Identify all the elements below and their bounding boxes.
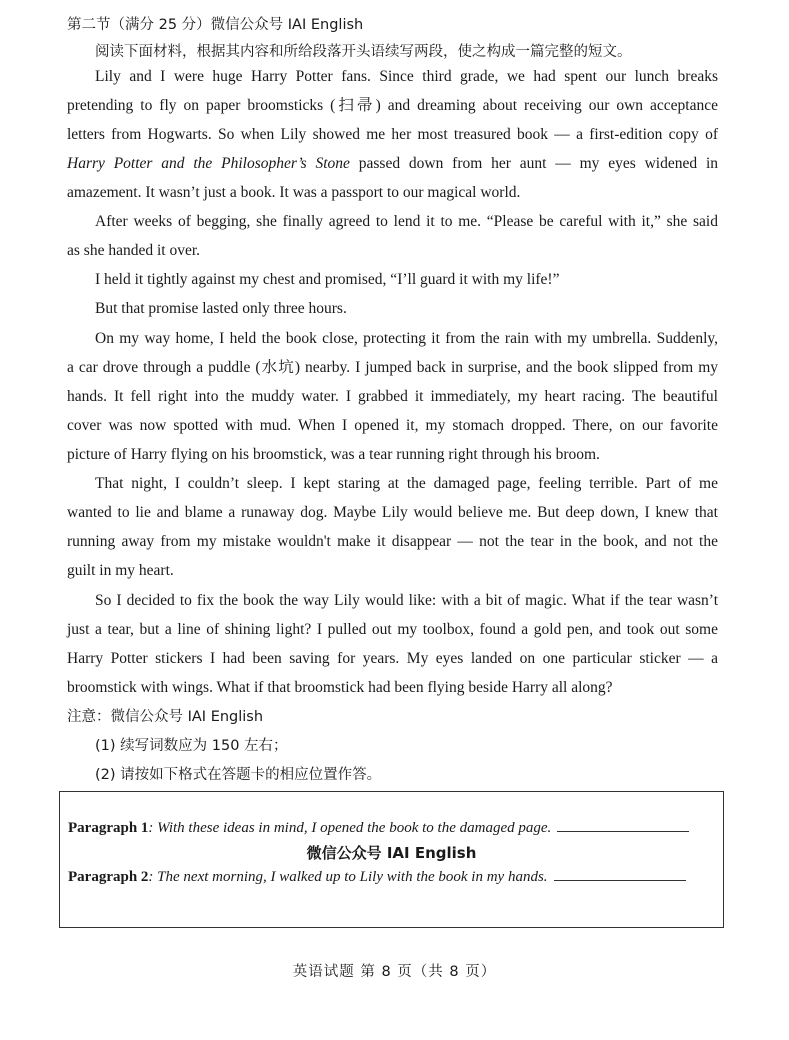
note-2: (2) 请按如下格式在答题卡的相应位置作答。 xyxy=(95,767,382,783)
note-1: (1) 续写词数应为 150 左右； xyxy=(95,738,288,754)
passage-p6-line3: running away from my mistake wouldn't make it disappear — not the tear in the book, and not the xyxy=(67,533,718,550)
passage-p6-line1: That night, I couldn’t sleep. I kept staring at the damaged page, feeling terrible. Part of me xyxy=(95,475,718,492)
section-heading: 第二节（满分 25 分）微信公众号 IAI English xyxy=(67,17,364,33)
book-title: Harry Potter and the Philosopher’s Stone xyxy=(67,155,350,172)
passage-p7-line3: Harry Potter stickers I had been saving for years. My eyes landed on one particular sticker — a xyxy=(67,650,718,667)
passage-p5-line3: hands. It fell right into the muddy water. I grabbed it immediately, my heart racing. The beautiful xyxy=(67,388,718,405)
answer-format-box xyxy=(59,791,724,928)
paragraph-2-label: Paragraph 2 xyxy=(68,869,149,885)
passage-p2-line1: After weeks of begging, she finally agreed to lend it to me. “Please be careful with it,” she said xyxy=(95,213,718,230)
paragraph-1-prompt xyxy=(68,817,689,837)
passage-p1-line1: Lily and I were huge Harry Potter fans. Since third grade, we had spent our lunch breaks xyxy=(95,68,718,85)
paragraph-1-text: : With these ideas in mind, I opened the book to the damaged page. xyxy=(148,820,552,836)
passage-p2-line2: as she handed it over. xyxy=(67,242,201,259)
passage-p5-line1: On my way home, I held the book close, protecting it from the rain with my umbrella. Suddenly, xyxy=(95,330,718,347)
passage-p6-line4: guilt in my heart. xyxy=(67,562,174,579)
paragraph-1-label: Paragraph 1 xyxy=(68,820,149,836)
paragraph-2-blank xyxy=(554,866,686,881)
passage-p7-line4: broomstick with wings. What if that broomstick had been flying beside Harry all along? xyxy=(67,679,613,696)
instruction-text: 阅读下面材料，根据其内容和所给段落开头语续写两段，使之构成一篇完整的短文。 xyxy=(95,44,632,60)
paragraph-2-text: : The next morning, I walked up to Lily with the book in my hands. xyxy=(148,869,548,885)
passage-p5-line4: cover was now spotted with mud. When I opened it, my stomach dropped. There, on our favorite xyxy=(67,417,718,434)
passage-p6-line2: wanted to lie and blame a runaway dog. Maybe Lily would believe me. But deep down, I knew that xyxy=(67,504,718,521)
passage-p1-line4-rest: passed down from her aunt — my eyes widened in xyxy=(349,155,718,172)
paragraph-2-prompt xyxy=(68,866,686,886)
passage-p1-line5: amazement. It wasn’t just a book. It was a passport to our magical world. xyxy=(67,184,521,201)
passage-p5-line5: picture of Harry flying on his broomstick, was a tear running right through his broom. xyxy=(67,446,600,463)
passage-p1-line4 xyxy=(67,153,718,175)
passage-p4: But that promise lasted only three hours. xyxy=(95,300,347,317)
passage-p7-line2: just a tear, but a line of shining light? I pulled out my toolbox, found a gold pen, and took out some xyxy=(67,621,718,638)
watermark-text: 微信公众号 IAI English xyxy=(306,844,477,862)
notes-label: 注意：微信公众号 IAI English xyxy=(67,709,264,725)
passage-p1-line3: letters from Hogwarts. So when Lily showed me her most treasured book — a first-edition copy of xyxy=(67,126,718,143)
passage-p1-line2: pretending to fly on paper broomsticks (扫帚) and dreaming about receiving our own acceptance xyxy=(67,97,718,114)
paragraph-1-blank xyxy=(557,817,689,832)
page-footer: 英语试题 第 8 页（共 8 页） xyxy=(292,964,497,980)
passage-p5-line2: a car drove through a puddle (水坑) nearby. I jumped back in surprise, and the book slipped from my xyxy=(67,359,718,376)
passage-p3: I held it tightly against my chest and promised, “I’ll guard it with my life!” xyxy=(95,271,560,288)
passage-p7-line1: So I decided to fix the book the way Lily would like: with a bit of magic. What if the tear wasn’t xyxy=(95,592,718,609)
